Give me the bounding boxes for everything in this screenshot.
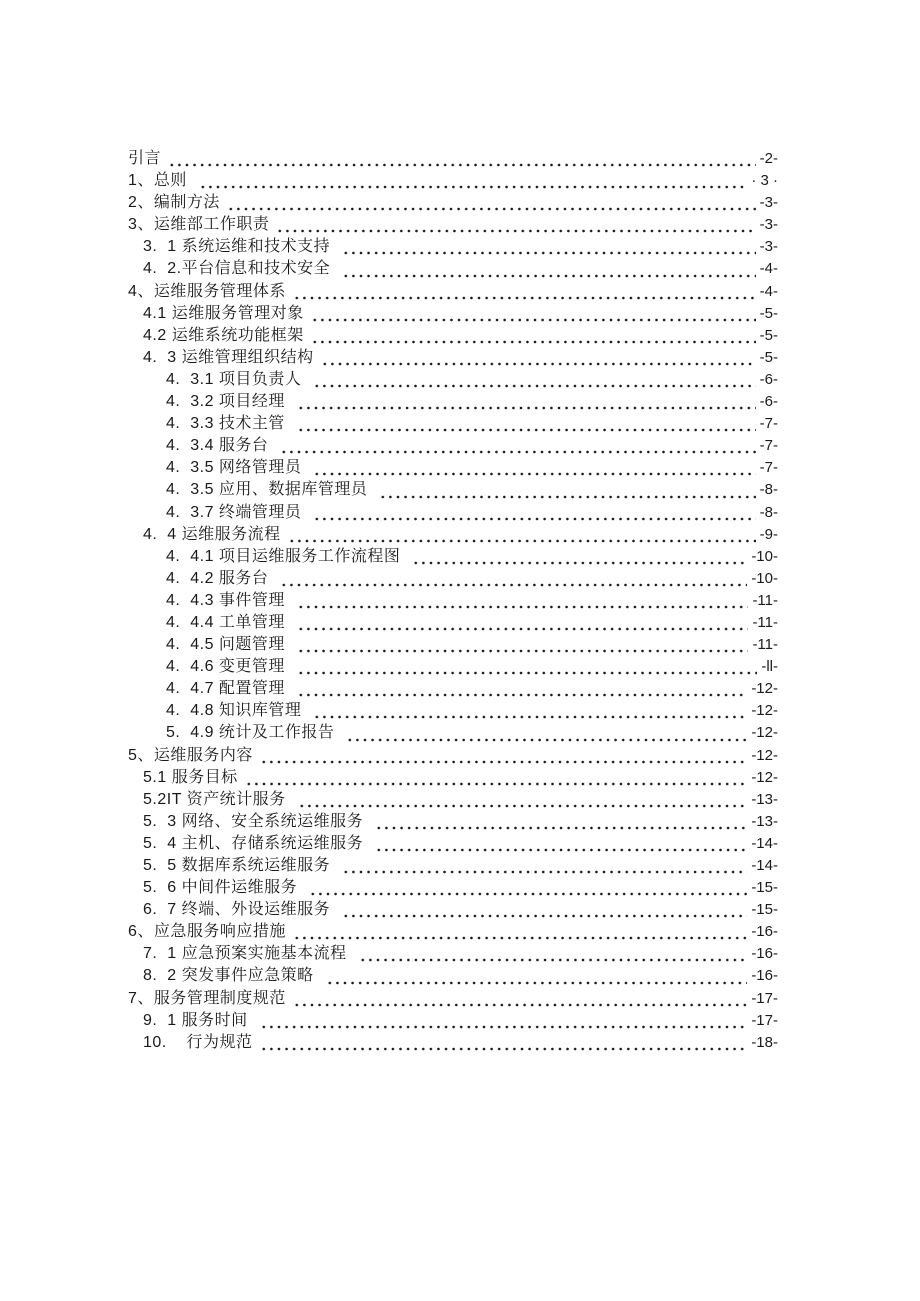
toc-item[interactable] [128, 479, 778, 501]
toc-item-page: -7- [759, 459, 778, 477]
toc-item-page: -3- [759, 238, 778, 256]
toc-item-label: 6、应急服务响应措施 [128, 923, 286, 941]
toc-item-label: 4.2 运维系统功能框架 [143, 326, 304, 344]
toc-item[interactable] [128, 1010, 778, 1032]
toc-item-label: 4. 3 运维管理组织结构 [143, 348, 314, 366]
dot-leader [168, 148, 756, 170]
dot-leader [260, 1010, 748, 1032]
toc-item-label: 4. 4.8 知识库管理 [166, 702, 307, 720]
toc-item[interactable] [128, 413, 778, 435]
toc-item[interactable] [128, 236, 778, 258]
toc-item[interactable] [128, 170, 778, 192]
toc-item-page: -12- [751, 702, 778, 720]
toc-item-page: -8- [759, 481, 778, 499]
toc-item[interactable] [128, 678, 778, 700]
toc-item-page: -3- [759, 194, 778, 212]
toc-item-page: -2- [759, 150, 778, 167]
toc-item-page: -11- [752, 636, 778, 654]
toc-list [128, 148, 778, 1054]
dot-leader [276, 214, 755, 236]
toc-item-label: 4. 3.5 应用、数据库管理员 [166, 481, 373, 499]
toc-item-label: 4. 3.7 终端管理员 [166, 503, 307, 521]
toc-item-label: 8. 2 突发事件应急策略 [143, 967, 319, 985]
toc-item-page: -14- [751, 834, 778, 852]
toc-item[interactable] [128, 921, 778, 943]
toc-item-label: 引言 [128, 150, 162, 167]
dot-leader [311, 303, 756, 325]
dot-leader [313, 369, 755, 391]
toc-item-label: 4. 4.3 事件管理 [166, 591, 290, 609]
toc-item-page: -9- [759, 525, 778, 543]
toc-item-page: -10- [751, 547, 778, 565]
toc-item-label: 5.1 服务目标 [143, 768, 238, 786]
toc-item[interactable] [128, 192, 778, 214]
toc-item-page: -6- [759, 370, 778, 388]
dot-leader [293, 281, 756, 303]
toc-item[interactable] [128, 722, 778, 744]
toc-item[interactable] [128, 700, 778, 722]
toc-item[interactable] [128, 391, 778, 413]
toc-item-page: -18- [751, 1033, 778, 1051]
toc-item-page: -10- [751, 569, 778, 587]
toc-item[interactable] [128, 965, 778, 987]
dot-leader [412, 546, 747, 568]
toc-item-page: -ll- [761, 658, 778, 676]
toc-item[interactable] [128, 612, 778, 634]
dot-leader [297, 391, 756, 413]
toc-item-page: -11- [752, 613, 778, 631]
toc-item-page: -15- [751, 901, 778, 919]
toc-item-label: 3、运维部工作职责 [128, 216, 270, 234]
dot-leader [288, 524, 756, 546]
dot-leader [297, 612, 749, 634]
toc-item[interactable] [128, 502, 778, 524]
toc-item-label: 4. 3.1 项目负责人 [166, 370, 307, 388]
toc-item-label: 4、运维服务管理体系 [128, 282, 286, 300]
toc-item-label: 4.1 运维服务管理对象 [143, 304, 304, 322]
dot-leader [293, 921, 747, 943]
toc-item-label: 6. 7 终端、外设运维服务 [143, 901, 336, 919]
dot-leader [297, 656, 757, 678]
toc-item[interactable] [128, 303, 778, 325]
toc-item-page: -16- [751, 923, 778, 941]
toc-item[interactable] [128, 988, 778, 1010]
toc-item-label: 7. 1 应急预案实施基本流程 [143, 945, 352, 963]
toc-item-page: -14- [751, 857, 778, 874]
toc-item-page: -16- [751, 945, 778, 963]
toc-item[interactable] [128, 789, 778, 811]
toc-item-page: -8- [759, 503, 778, 521]
toc-item-label: 4. 4.7 配置管理 [166, 680, 290, 698]
toc-item-label: 4. 3.4 服务台 [166, 437, 274, 455]
toc-item-page: · 3 · [751, 172, 778, 190]
toc-item[interactable] [128, 877, 778, 899]
toc-item-label: 2、编制方法 [128, 194, 220, 212]
dot-leader [321, 347, 756, 369]
dot-leader [311, 325, 756, 347]
toc-item-label: 5. 3 网络、安全系统运维服务 [143, 812, 369, 830]
toc-item[interactable] [128, 281, 778, 303]
dot-leader [359, 943, 748, 965]
toc-item-page: -12- [751, 724, 778, 742]
dot-leader [313, 502, 755, 524]
toc-item[interactable] [128, 369, 778, 391]
toc-item-page: -17- [751, 1011, 778, 1029]
toc-item[interactable] [128, 745, 778, 767]
toc-item-page: -6- [759, 393, 778, 411]
toc-item-label: 4. 3.2 项目经理 [166, 393, 290, 411]
dot-leader [326, 965, 748, 987]
dot-leader [280, 435, 755, 457]
toc-item-page: -12- [751, 768, 778, 786]
toc-item[interactable] [128, 546, 778, 568]
toc-item[interactable] [128, 833, 778, 855]
dot-leader [293, 988, 747, 1010]
dot-leader [309, 877, 747, 899]
dot-leader [375, 833, 747, 855]
toc-item-label: 1、总则 [128, 172, 192, 190]
dot-leader [342, 258, 756, 280]
toc-item-page: -5- [759, 304, 778, 322]
toc-item-page: -4- [759, 260, 778, 278]
toc-item[interactable] [128, 656, 778, 678]
toc-item[interactable] [128, 899, 778, 921]
toc-item-page: -15- [751, 879, 778, 897]
toc-item-label: 4. 4.2 服务台 [166, 569, 274, 587]
dot-leader [375, 811, 747, 833]
toc-item-label: 4. 4.6 变更管理 [166, 658, 290, 676]
toc-item-label: 3. 1 系统运维和技术支持 [143, 238, 336, 256]
toc-item-page: -13- [751, 812, 778, 830]
dot-leader [227, 192, 756, 214]
toc-item-label: 4. 4 运维服务流程 [143, 525, 281, 543]
toc-item-label: 4. 2.平台信息和技术安全 [143, 260, 336, 278]
dot-leader [342, 899, 747, 921]
toc-item[interactable] [128, 524, 778, 546]
toc-item[interactable] [128, 457, 778, 479]
toc-item-page: -7- [759, 415, 778, 433]
toc-item[interactable] [128, 634, 778, 656]
toc-item[interactable] [128, 568, 778, 590]
dot-leader [297, 590, 749, 612]
toc-item-label: 5. 4.9 统计及工作报告 [166, 724, 340, 742]
toc-item-label: 4. 4.4 工单管理 [166, 613, 290, 631]
dot-leader [298, 789, 748, 811]
toc-item-page: -16- [751, 967, 778, 985]
toc-item-label: 7、服务管理制度规范 [128, 989, 286, 1007]
toc-item[interactable] [128, 214, 778, 236]
toc-item[interactable] [128, 1032, 778, 1054]
toc-item-label: 9. 1 服务时间 [143, 1011, 253, 1029]
dot-leader [280, 568, 747, 590]
dot-leader [313, 700, 747, 722]
toc-item-label: 5.2IT 资产统计服务 [143, 790, 291, 808]
toc-item-label: 5. 5 数据库系统运维服务 [143, 857, 336, 874]
toc-item[interactable] [128, 590, 778, 612]
dot-leader [346, 722, 747, 744]
dot-leader [245, 767, 748, 789]
toc-item[interactable] [128, 943, 778, 965]
toc-item-label: 4. 3.5 网络管理员 [166, 459, 307, 477]
dot-leader [260, 745, 747, 767]
toc-item-page: -12- [751, 746, 778, 764]
toc-item[interactable] [128, 258, 778, 280]
toc-item[interactable] [128, 767, 778, 789]
toc-item-page: -5- [759, 348, 778, 366]
dot-leader [342, 236, 756, 258]
toc-item-label: 5、运维服务内容 [128, 746, 253, 764]
toc-item[interactable] [128, 148, 778, 170]
dot-leader [297, 678, 747, 700]
toc-item-page: -13- [751, 790, 778, 808]
toc-item[interactable] [128, 325, 778, 347]
toc-item[interactable] [128, 811, 778, 833]
toc-item-label: 4. 4.1 项目运维服务工作流程图 [166, 547, 406, 565]
toc-item[interactable] [128, 855, 778, 877]
toc-item-page: -7- [759, 437, 778, 455]
toc-item[interactable] [128, 435, 778, 457]
dot-leader [297, 413, 756, 435]
toc-item-label: 10. 行为规范 [143, 1033, 253, 1051]
toc-item-page: -17- [751, 989, 778, 1007]
toc-item-page: -3- [759, 216, 778, 234]
toc-item-label: 4. 4.5 问题管理 [166, 636, 290, 654]
dot-leader [260, 1032, 748, 1054]
toc-item-page: -11- [752, 591, 778, 609]
toc-item-page: -4- [759, 282, 778, 300]
dot-leader [342, 855, 747, 877]
toc-item-page: -12- [751, 680, 778, 698]
toc-item-label: 4. 3.3 技术主管 [166, 415, 290, 433]
toc-item-label: 5. 6 中间件运维服务 [143, 879, 303, 897]
dot-leader [199, 170, 747, 192]
toc-item-page: -5- [759, 326, 778, 344]
toc-item[interactable] [128, 347, 778, 369]
dot-leader [379, 479, 755, 501]
toc-item-label: 5. 4 主机、存储系统运维服务 [143, 834, 369, 852]
dot-leader [313, 457, 755, 479]
dot-leader [297, 634, 749, 656]
